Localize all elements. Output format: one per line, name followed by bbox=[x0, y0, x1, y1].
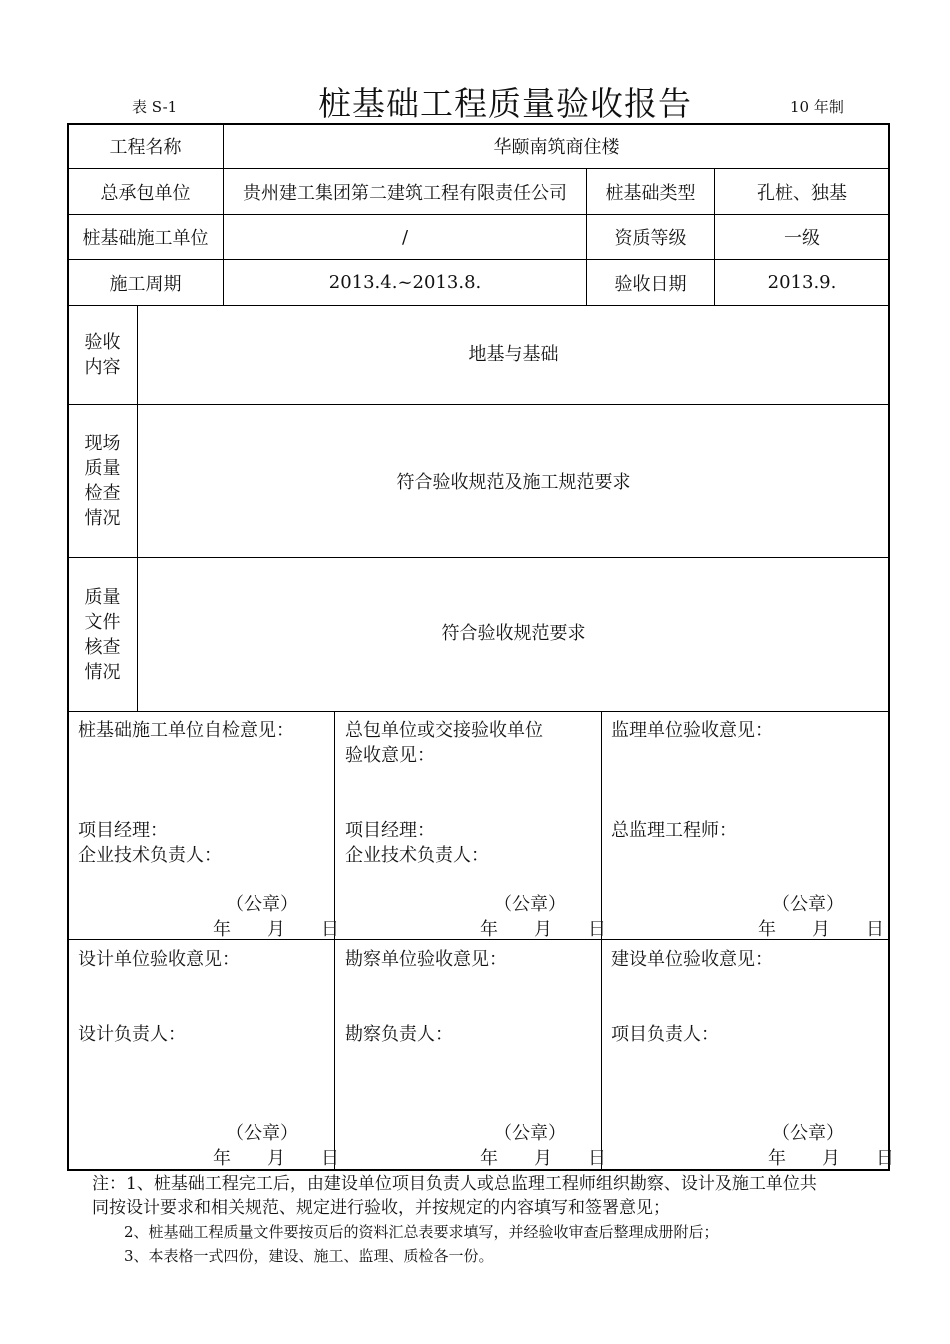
survey-opinion-title: 勘察单位验收意见： bbox=[345, 949, 507, 970]
general-opinion-title: 总包单位或交接验收单位 bbox=[345, 720, 543, 741]
survey-lead: 勘察负责人： bbox=[345, 1024, 453, 1045]
supervisor-seal: （公章） bbox=[772, 894, 844, 915]
pile-type-value: 孔桩、独基 bbox=[757, 182, 847, 204]
chief-supervisor: 总监理工程师： bbox=[611, 820, 737, 841]
doc-review-label bbox=[68, 558, 137, 711]
col-divider bbox=[334, 711, 335, 1171]
survey-seal: （公章） bbox=[494, 1123, 566, 1144]
general-tech-lead: 企业技术负责人： bbox=[345, 845, 489, 866]
supervisor-date: 年 月 日 bbox=[758, 919, 884, 940]
footnotes bbox=[92, 1172, 892, 1268]
owner-opinion-title: 建设单位验收意见： bbox=[611, 949, 773, 970]
supervisor-opinion-title: 监理单位验收意见： bbox=[611, 720, 773, 741]
content-label-line: 内容 bbox=[84, 357, 121, 378]
doc-review-label-line: 质量 bbox=[84, 586, 121, 608]
site-inspection-label-line: 现场 bbox=[84, 433, 121, 454]
pile-tech-lead: 企业技术负责人： bbox=[78, 845, 222, 866]
site-inspection-label bbox=[68, 405, 137, 557]
general-contractor-label: 总承包单位 bbox=[100, 182, 191, 204]
pile-type-label: 桩基础类型 bbox=[605, 182, 696, 204]
pile-contractor-label: 桩基础施工单位 bbox=[82, 228, 209, 249]
form-code: 表 S-1 bbox=[132, 98, 178, 116]
doc-review-label-line: 文件 bbox=[84, 611, 121, 633]
owner-project-lead: 项目负责人： bbox=[611, 1024, 719, 1045]
general-contractor-value: 贵州建工集团第二建筑工程有限责任公司 bbox=[243, 182, 567, 204]
site-inspection-label-line: 情况 bbox=[84, 508, 121, 529]
owner-seal: （公章） bbox=[772, 1123, 844, 1144]
pile-seal: （公章） bbox=[226, 894, 298, 915]
note-line: 同按设计要求和相关规范、规定进行验收，并按规定的内容填写和签署意见； bbox=[92, 1198, 670, 1218]
form-edition: 10 年制 bbox=[790, 98, 844, 116]
design-seal: （公章） bbox=[226, 1123, 298, 1144]
period-label: 施工周期 bbox=[109, 273, 182, 295]
content-value: 地基与基础 bbox=[468, 344, 559, 365]
acceptance-date-label: 验收日期 bbox=[614, 273, 687, 295]
design-opinion-title: 设计单位验收意见： bbox=[78, 949, 240, 970]
page-title: 桩基础工程质量验收报告 bbox=[318, 84, 692, 123]
project-name-label: 工程名称 bbox=[109, 137, 182, 158]
pile-project-manager: 项目经理： bbox=[78, 820, 168, 841]
qualification-value: 一级 bbox=[784, 228, 820, 249]
note-line: 2、桩基础工程质量文件要按页后的资料汇总表要求填写，并经验收审查后整理成册附后； bbox=[124, 1223, 719, 1241]
note-line: 注：1、桩基础工程完工后，由建设单位项目负责人或总监理工程师组织勘察、设计及施工单位共 bbox=[92, 1174, 817, 1194]
general-project-manager: 项目经理： bbox=[345, 820, 435, 841]
general-opinion-title-2: 验收意见： bbox=[345, 745, 435, 766]
site-inspection-label-line: 检查 bbox=[84, 483, 121, 504]
survey-date: 年 月 日 bbox=[480, 1148, 606, 1169]
doc-review-value: 符合验收规范要求 bbox=[441, 623, 586, 644]
pile-self-check-title: 桩基础施工单位自检意见： bbox=[78, 720, 294, 741]
note-line: 3、本表格一式四份，建设、施工、监理、质检各一份。 bbox=[124, 1247, 494, 1265]
site-inspection-label-line: 质量 bbox=[84, 458, 121, 479]
col-divider bbox=[601, 711, 602, 1171]
period-value: 2013.4.~2013.8. bbox=[328, 272, 482, 293]
qualification-label: 资质等级 bbox=[614, 228, 687, 249]
acceptance-date-value: 2013.9. bbox=[767, 272, 837, 293]
content-label-line: 验收 bbox=[84, 332, 121, 353]
pile-date: 年 月 日 bbox=[213, 919, 339, 940]
content-label bbox=[68, 306, 137, 404]
doc-review-label-line: 核查 bbox=[84, 636, 121, 658]
pile-contractor-value: / bbox=[401, 226, 409, 248]
design-lead: 设计负责人： bbox=[78, 1024, 186, 1045]
general-seal: （公章） bbox=[494, 894, 566, 915]
row-divider bbox=[67, 711, 890, 712]
doc-review-label-line: 情况 bbox=[84, 661, 121, 683]
design-date: 年 月 日 bbox=[213, 1148, 339, 1169]
site-inspection-value: 符合验收规范及施工规范要求 bbox=[396, 472, 631, 493]
general-date: 年 月 日 bbox=[480, 919, 606, 940]
owner-date: 年 月 日 bbox=[768, 1148, 894, 1169]
project-name-value: 华颐南筑商住楼 bbox=[493, 137, 620, 158]
